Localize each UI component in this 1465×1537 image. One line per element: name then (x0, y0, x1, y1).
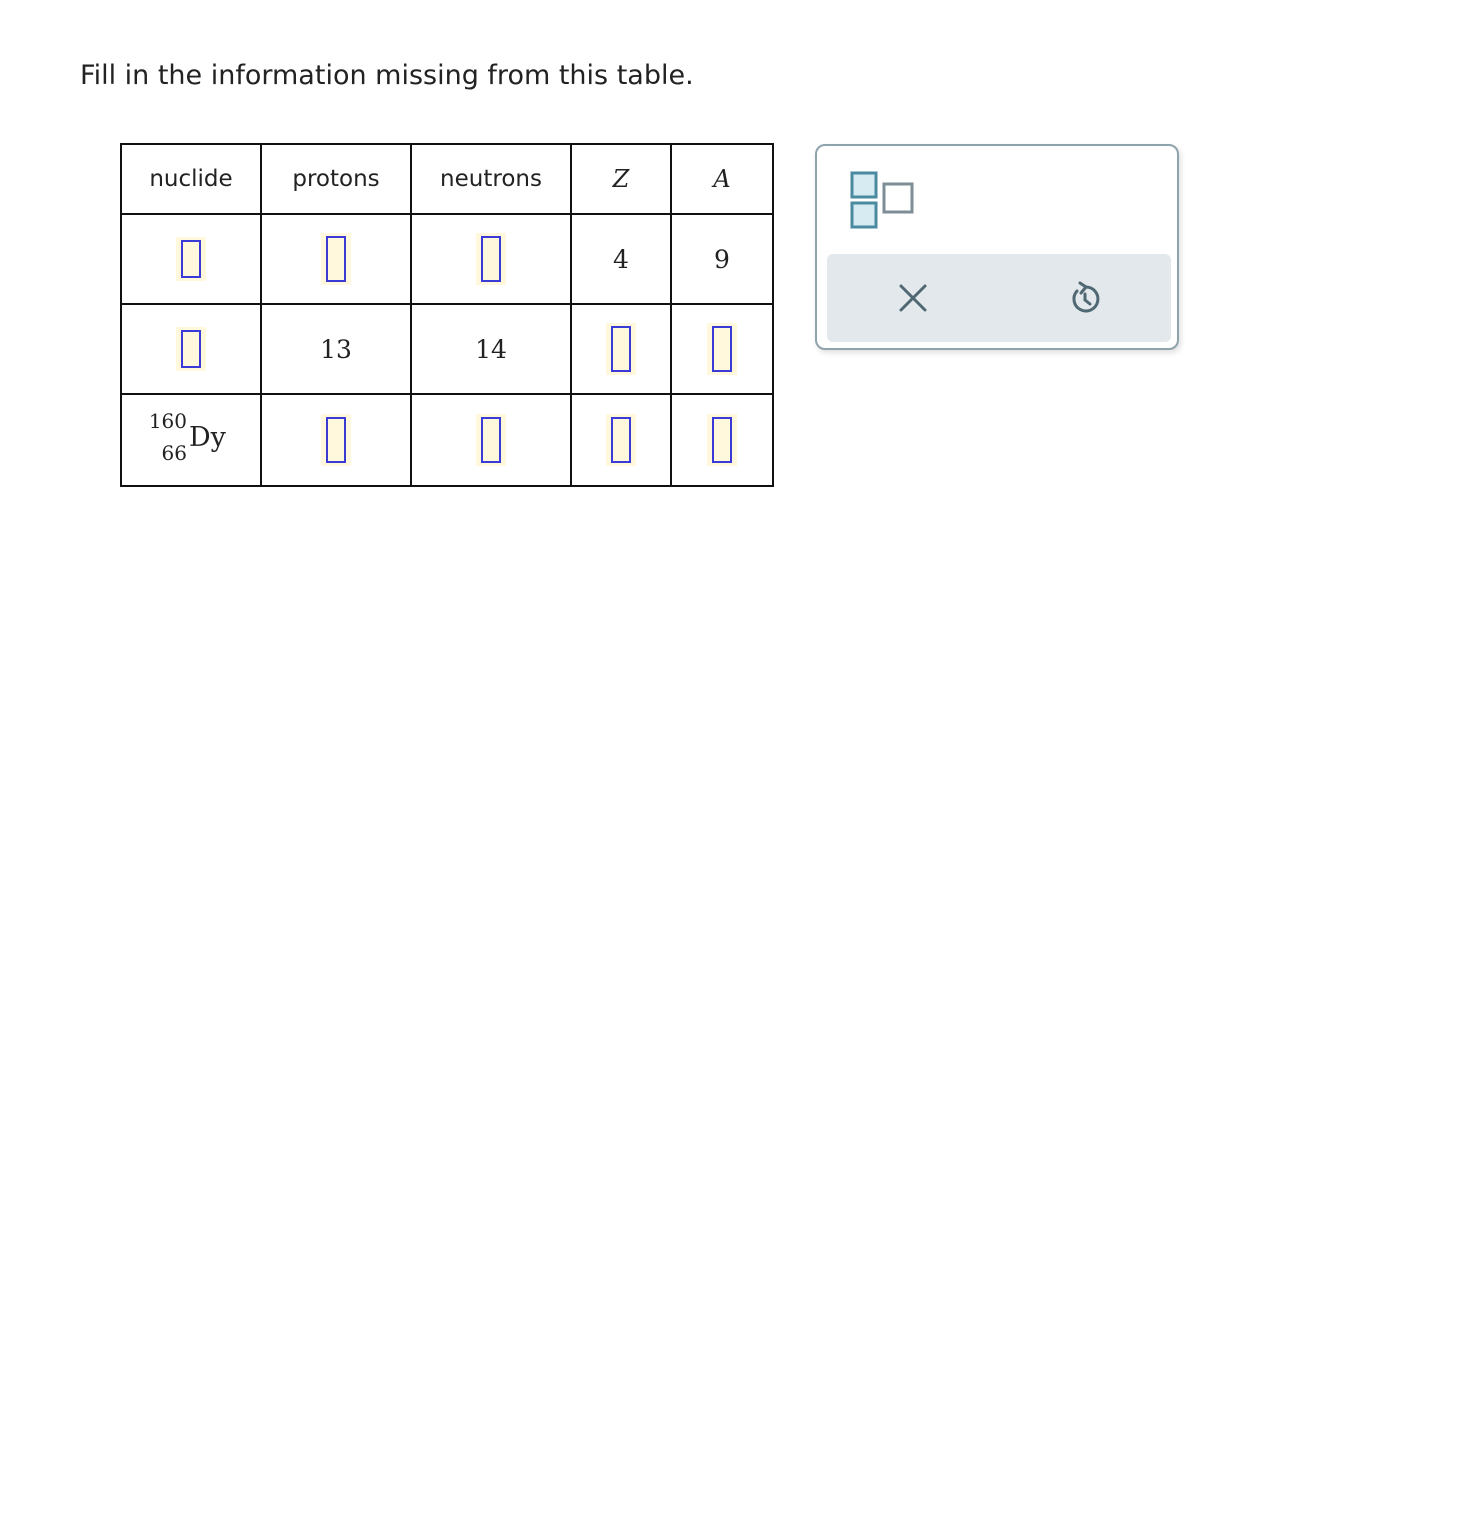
answer-input-nuclide[interactable] (176, 327, 206, 371)
mass-number: 160 (148, 409, 187, 433)
undo-icon[interactable] (1065, 278, 1105, 318)
atomic-number: 66 (161, 441, 187, 465)
cell-z: 4 (571, 214, 671, 304)
answer-input-protons[interactable] (321, 233, 351, 285)
nuclide-symbol (148, 409, 231, 465)
cell-z (571, 394, 671, 486)
table-row (121, 394, 773, 486)
header-nuclide: nuclide (121, 144, 261, 214)
answer-input-protons[interactable] (321, 414, 351, 466)
cell-neutrons (411, 394, 571, 486)
cell-a (671, 304, 773, 394)
table-header-row (121, 144, 773, 214)
answer-input-nuclide[interactable] (176, 237, 206, 281)
cell-a (671, 394, 773, 486)
table-row (121, 304, 773, 394)
answer-input-a[interactable] (707, 323, 737, 375)
cell-protons (261, 214, 411, 304)
cell-nuclide (121, 214, 261, 304)
header-a: A (671, 144, 773, 214)
answer-tool-panel (815, 144, 1179, 350)
element-symbol: Dy (189, 422, 226, 453)
answer-input-a[interactable] (707, 414, 737, 466)
header-protons: protons (261, 144, 411, 214)
answer-input-z[interactable] (606, 323, 636, 375)
action-bar (827, 254, 1171, 342)
cell-nuclide (121, 394, 261, 486)
cell-z (571, 304, 671, 394)
cell-nuclide (121, 304, 261, 394)
cell-a: 9 (671, 214, 773, 304)
cell-protons: 13 (261, 304, 411, 394)
superscript-subscript-icon[interactable] (849, 168, 915, 230)
header-neutrons: neutrons (411, 144, 571, 214)
cell-neutrons (411, 214, 571, 304)
answer-input-neutrons[interactable] (476, 414, 506, 466)
clear-icon[interactable] (893, 278, 933, 318)
answer-input-neutrons[interactable] (476, 233, 506, 285)
cell-neutrons: 14 (411, 304, 571, 394)
cell-protons (261, 394, 411, 486)
question-prompt: Fill in the information missing from this table. (80, 60, 694, 91)
nuclide-table (120, 143, 774, 487)
header-z: Z (571, 144, 671, 214)
table-row (121, 214, 773, 304)
answer-input-z[interactable] (606, 414, 636, 466)
